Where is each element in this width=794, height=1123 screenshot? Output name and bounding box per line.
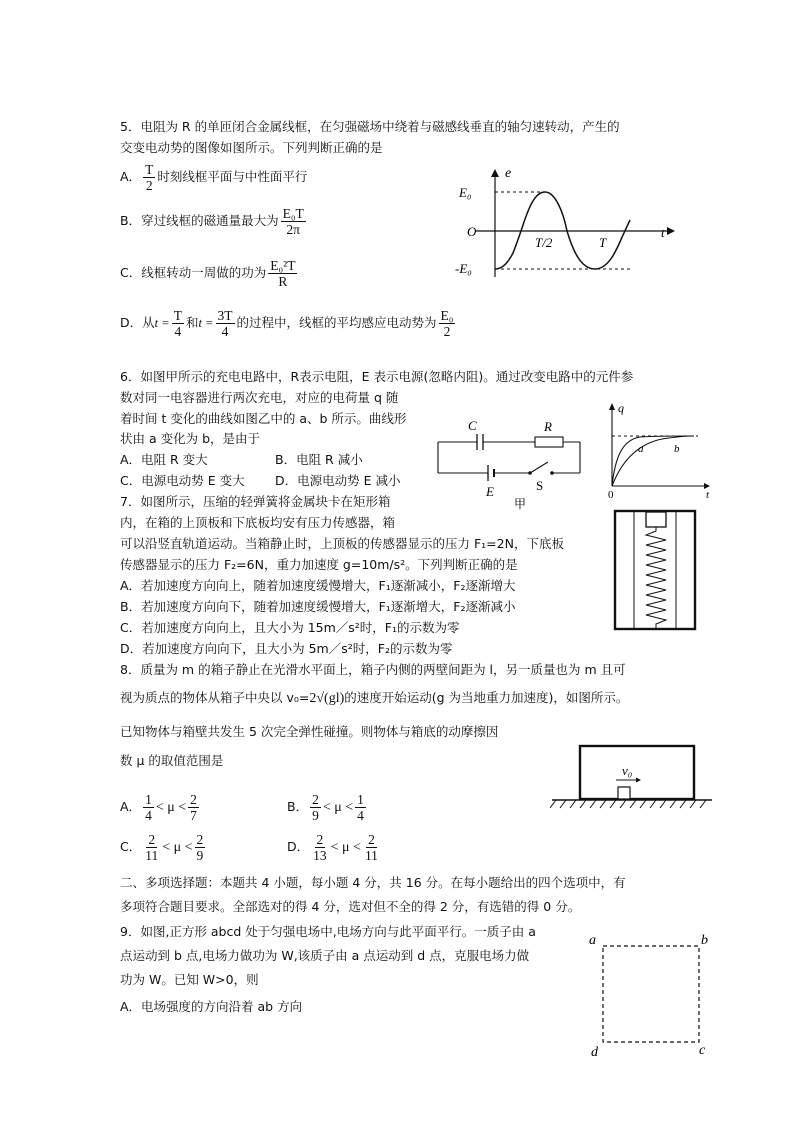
fraction-numerator: 2 xyxy=(190,792,197,807)
q5-option-b-fraction xyxy=(281,206,306,237)
neg-e0-label: -E₀ xyxy=(455,261,472,276)
fraction-numerator: 1 xyxy=(145,792,152,807)
q5-option-a-fraction xyxy=(143,162,155,193)
q8-line2-pre: 视为质点的物体从箱子中央以 v₀= xyxy=(120,690,310,705)
fraction xyxy=(188,792,199,823)
q5-option-d-fraction-1 xyxy=(172,308,184,339)
emf-label: E xyxy=(486,484,494,499)
fraction-numerator: 3T xyxy=(217,308,233,323)
fraction-denominator: 9 xyxy=(196,848,204,863)
q5-option-d-pre: D．从 xyxy=(120,315,155,330)
fraction xyxy=(363,832,380,863)
q6-circuit-diagram xyxy=(430,418,590,510)
q5-option-d[interactable] xyxy=(120,308,457,339)
q9-stem-line1: 9．如图,正方形 abcd 处于匀强电场中,电场方向与此平面平行。一质子由 a xyxy=(120,924,536,939)
q7-option-a[interactable]: A．若加速度方向向上，随着加速度缓慢增大，F₁逐渐减小，F₂逐渐增大 xyxy=(120,578,516,593)
fraction-denominator: 7 xyxy=(190,808,197,823)
option-label: C． xyxy=(120,839,142,854)
q9-option-a[interactable]: A．电场强度的方向沿着 ab 方向 xyxy=(120,999,303,1014)
q8-initial-velocity-formula: 2√(gl) xyxy=(309,691,345,706)
capacitor-label: C xyxy=(468,418,477,433)
q7-option-b[interactable]: B．若加速度方向向下，随着加速度缓慢增大，F₁逐渐增大，F₂逐渐减小 xyxy=(120,599,516,614)
q6-stem-line2: 数对同一电容器进行两次充电，对应的电荷量 q 随 xyxy=(120,390,399,405)
fraction-denominator: 2 xyxy=(145,178,153,193)
q5-stem-line2: 交变电动势的图像如图所示。下列判断正确的是 xyxy=(120,140,383,155)
fraction-numerator: 2 xyxy=(196,832,204,847)
q8-box-figure xyxy=(550,742,715,812)
fraction xyxy=(195,832,206,863)
dashed-square xyxy=(603,946,699,1042)
mu-inequality: < μ < xyxy=(162,840,193,855)
q6-option-c[interactable]: C．电源电动势 E 变大 xyxy=(120,473,245,488)
resistor xyxy=(535,437,563,447)
fraction-denominator: 4 xyxy=(357,808,364,823)
q5-option-d-post: 的过程中，线框的平均感应电动势为 xyxy=(236,315,437,330)
fraction-denominator: 4 xyxy=(221,324,229,339)
fraction-numerator: 2 xyxy=(368,832,375,847)
q6-option-b[interactable]: B．电阻 R 减小 xyxy=(275,452,363,467)
switch-lever xyxy=(530,462,548,473)
q9-stem-line3: 功为 W。已知 W>0，则 xyxy=(120,972,259,987)
e-label: e xyxy=(505,166,512,181)
option-label: B． xyxy=(287,799,309,814)
fraction-numerator: E₀T xyxy=(282,206,304,221)
box-outer xyxy=(615,511,695,629)
q6-option-a[interactable]: A．电阻 R 变大 xyxy=(120,452,208,467)
q6-stem-line3: 着时间 t 变化的曲线如图乙中的 a、b 所示。曲线形 xyxy=(120,411,407,426)
q8-stem-line1: 8．质量为 m 的箱子静止在光滑水平面上，箱子内侧的两壁间距为 l，另一质量也为 m 且可 xyxy=(120,662,626,677)
t-label: t xyxy=(706,489,710,500)
metal-block xyxy=(646,512,666,527)
option-label: D． xyxy=(287,839,310,854)
q6-stem-line1: 6．如图甲所示的充电电路中，R表示电阻，E 表示电源(忽略内阻)。通过改变电路中的元件参 xyxy=(120,369,634,384)
section2-instruction-line1: 二、多项选择题：本题共 4 小题，每小题 4 分，共 16 分。在每小题给出的四个选项中，有 xyxy=(120,875,626,890)
fraction-numerator: T xyxy=(145,162,154,177)
e0-label: E₀ xyxy=(459,185,472,200)
q8-stem-line4: 数 μ 的取值范围是 xyxy=(120,753,224,768)
fraction-denominator: 13 xyxy=(313,848,327,863)
q7-option-c[interactable]: C．若加速度方向向上，且大小为 15m／s²时，F₁的示数为零 xyxy=(120,620,460,635)
fraction-numerator: E₀ xyxy=(440,308,454,323)
q7-spring-box xyxy=(612,508,700,634)
box xyxy=(580,746,694,799)
curve-a xyxy=(612,436,692,486)
q8-line2-post: 的速度开始运动(g 为当地重力加速度)，如图所示。 xyxy=(344,690,629,705)
fraction xyxy=(311,832,329,863)
mu-inequality: < μ < xyxy=(322,800,354,815)
fraction-numerator: T xyxy=(173,308,182,323)
fraction-denominator: 11 xyxy=(145,848,159,863)
q6-option-d[interactable]: D．电源电动势 E 减小 xyxy=(275,473,401,488)
q6-stem-line4: 状由 a 变化为 b，是由于 xyxy=(120,431,261,446)
half-period-label: T/2 xyxy=(535,235,553,250)
vertex-a-label: a xyxy=(589,933,596,948)
q5-option-c-fraction xyxy=(268,258,297,289)
q7-stem-line4: 传感器显示的压力 F₂=6N，重力加速度 g=10m/s²。下列判断正确的是 xyxy=(120,557,518,572)
q-label: q xyxy=(618,401,624,415)
q5-option-a[interactable] xyxy=(120,162,307,193)
q9-stem-line2: 点运动到 b 点,电场力做功为 W,该质子由 a 点运动到 d 点，克服电场力做 xyxy=(120,948,530,963)
q5-option-a-label: A． xyxy=(120,169,142,184)
q7-stem-line1: 7．如图所示，压缩的轻弹簧将金属块卡在矩形箱 xyxy=(120,494,391,509)
q5-stem-line1: 5．电阻为 R 的单匝闭合金属线框，在匀强磁场中绕着与磁感线垂直的轴匀速转动，产生的 xyxy=(120,119,620,134)
v0-label: v₀ xyxy=(622,763,633,778)
fraction xyxy=(143,832,160,863)
section2-instruction-line2: 多项符合题目要求。全部选对的得 4 分，选对但不全的得 2 分，有选错的得 0 分。 xyxy=(120,899,581,914)
t-axis-arrow xyxy=(667,227,675,235)
q8-option-c[interactable] xyxy=(120,832,207,863)
fraction-denominator: 9 xyxy=(312,808,319,823)
q6-charge-graph xyxy=(600,400,720,500)
fraction-denominator: R xyxy=(278,274,288,289)
fraction xyxy=(143,792,154,823)
fraction-numerator: 2 xyxy=(316,832,324,847)
curve-b xyxy=(612,436,694,486)
q5-option-a-text: 时刻线框平面与中性面平行 xyxy=(157,169,308,184)
q5-option-c-text: C．线框转动一周做的功为 xyxy=(120,265,267,280)
resistor-label: R xyxy=(544,419,552,434)
t-label: t xyxy=(661,225,665,240)
q8-stem-line3: 已知物体与箱壁共发生 5 次完全弹性碰撞。则物体与箱底的动摩擦因 xyxy=(120,724,499,739)
fraction-numerator: E₀²T xyxy=(270,258,296,273)
q7-option-d[interactable]: D．若加速度方向向下，且大小为 5m／s²时，F₂的示数为零 xyxy=(120,641,453,656)
e-axis-arrow xyxy=(491,169,499,177)
vertex-d-label: d xyxy=(591,1045,598,1060)
q5-option-b[interactable] xyxy=(120,206,308,237)
q5-option-b-text: B．穿过线框的磁通量最大为 xyxy=(120,213,279,228)
q5-emf-graph xyxy=(455,165,680,285)
fraction xyxy=(355,792,366,823)
fraction-denominator: 4 xyxy=(145,808,152,823)
fraction-numerator: 2 xyxy=(148,832,156,847)
q5-option-d-mid: 和 xyxy=(185,315,199,330)
fraction-denominator: 11 xyxy=(364,848,378,863)
q5-option-d-fraction-2 xyxy=(216,308,235,339)
math-t: t = xyxy=(198,316,214,330)
mu-inequality: < μ < xyxy=(330,840,361,855)
origin-label: 0 xyxy=(608,489,614,500)
figure-caption: 甲 xyxy=(514,497,527,510)
q8-stem-line2 xyxy=(120,689,628,708)
fraction-denominator: 2 xyxy=(443,324,451,339)
fraction-numerator: 2 xyxy=(312,792,319,807)
period-label: T xyxy=(599,235,607,250)
q8-option-d[interactable] xyxy=(287,832,382,863)
mu-inequality: < μ < xyxy=(155,800,187,815)
option-label: A． xyxy=(120,799,142,814)
q8-option-a[interactable] xyxy=(120,792,201,823)
curve-a-label: a xyxy=(638,443,644,455)
fraction xyxy=(310,792,321,823)
velocity-arrow xyxy=(636,778,641,783)
fraction-denominator: 2π xyxy=(286,222,300,237)
q5-option-c[interactable] xyxy=(120,258,299,289)
fraction-numerator: 1 xyxy=(357,792,364,807)
q-axis-arrow xyxy=(609,403,615,410)
spring xyxy=(646,527,666,628)
math-t: t = xyxy=(154,316,170,330)
ground-hatching xyxy=(550,800,706,808)
vertex-b-label: b xyxy=(701,933,708,948)
curve-b-label: b xyxy=(674,443,680,455)
q8-option-b[interactable] xyxy=(287,792,368,823)
fraction-denominator: 4 xyxy=(174,324,182,339)
switch-label: S xyxy=(536,478,544,493)
q5-option-d-fraction-3 xyxy=(439,308,456,339)
vertex-c-label: c xyxy=(699,1043,706,1058)
origin-label: O xyxy=(467,224,477,239)
small-block xyxy=(618,787,630,799)
q7-stem-line3: 可以沿竖直轨道运动。当箱静止时，上顶板的传感器显示的压力 F₁=2N，下底板 xyxy=(120,536,564,551)
q7-stem-line2: 内，在箱的上顶板和下底板均安有压力传感器，箱 xyxy=(120,515,396,530)
q9-square-abcd xyxy=(585,928,715,1060)
